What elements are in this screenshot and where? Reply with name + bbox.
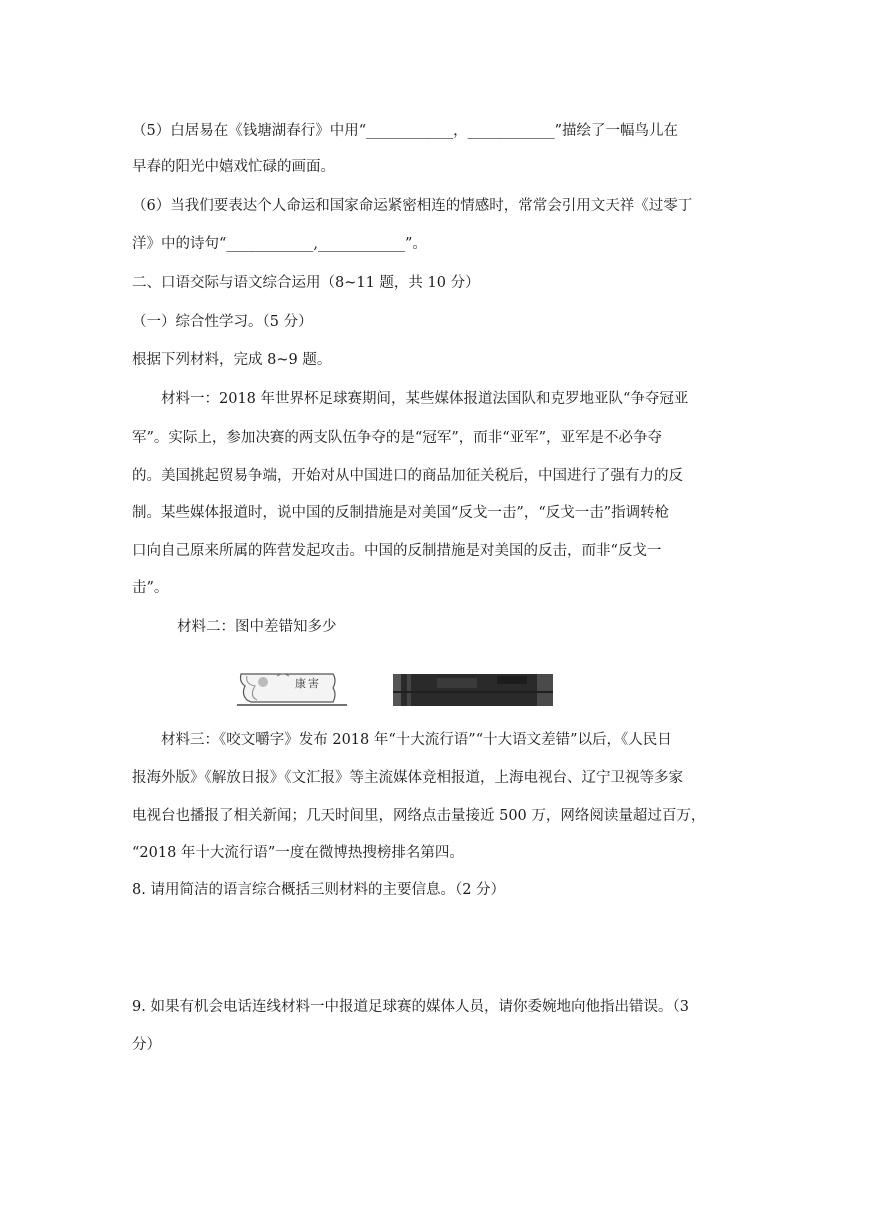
question-9-line-1: 9. 如果有机会电话连线材料一中报道足球赛的媒体人员，请你委婉地向他指出错误。（3 [132,999,689,1015]
material-1-line-6: 击”。 [132,580,169,596]
question-6-line-2: 洋》中的诗句“____________,____________”。 [132,236,427,252]
material-3-line-4: “2018 年十大流行语”一度在微博热搜榜排名第四。 [132,845,464,861]
question-5-line-2: 早春的阳光中嬉戏忙碌的画面。 [132,159,335,175]
material-1-line-1: 材料一：2018 年世界杯足球赛期间，某些媒体报道法国队和克罗地亚队“争夺冠亚 [161,391,689,407]
question-5-line-1: （5）白居易在《钱塘湖春行》中用“____________，____________”描绘了一幅鸟儿在 [132,123,679,139]
question-9-line-2: 分） [132,1037,161,1053]
instruction-text: 根据下列材料，完成 8~9 题。 [132,352,332,368]
material-3-line-2: 报海外版》《解放日报》《文汇报》等主流媒体竞相报道，上海电视台、辽宁卫视等多家 [132,770,683,786]
question-8: 8. 请用简洁的语言综合概括三则材料的主要信息。（2 分） [132,882,506,898]
material-3-line-1: 材料三：《咬文嚼字》发布 2018 年“十大流行语”“十大语文差错”以后，《人民日 [161,732,672,748]
material-3-line-3: 电视台也播报了相关新闻；几天时间里，网络点击量接近 500 万，网络阅读量超过百万， [132,808,706,824]
subsection-1-heading: （一）综合性学习。（5 分） [132,314,313,330]
figure-image [237,672,553,706]
section-2-heading: 二、口语交际与语文综合运用（8~11 题，共 10 分） [132,275,480,291]
material-2-heading: 材料二：图中差错知多少 [177,619,337,635]
figure-caption-text: 康害 [295,677,321,690]
material-1-line-2: 军”。实际上，参加决赛的两支队伍争夺的是“冠军”，而非“亚军”，亚军是不必争夺 [132,430,663,446]
question-6-line-1: （6）当我们要表达个人命运和国家命运紧密相连的情感时，常常会引用文天祥《过零丁 [132,198,693,214]
material-2-figure [237,672,553,706]
material-1-line-5: 口向自己原来所属的阵营发起攻击。中国的反制措施是对美国的反击，而非“反戈一 [132,543,662,559]
material-1-line-4: 制。某些媒体报道时，说中国的反制措施是对美国“反戈一击”，“反戈一击”指调转枪 [132,505,670,521]
material-1-line-3: 的。美国挑起贸易争端，开始对从中国进口的商品加征关税后，中国进行了强有力的反 [132,468,683,484]
